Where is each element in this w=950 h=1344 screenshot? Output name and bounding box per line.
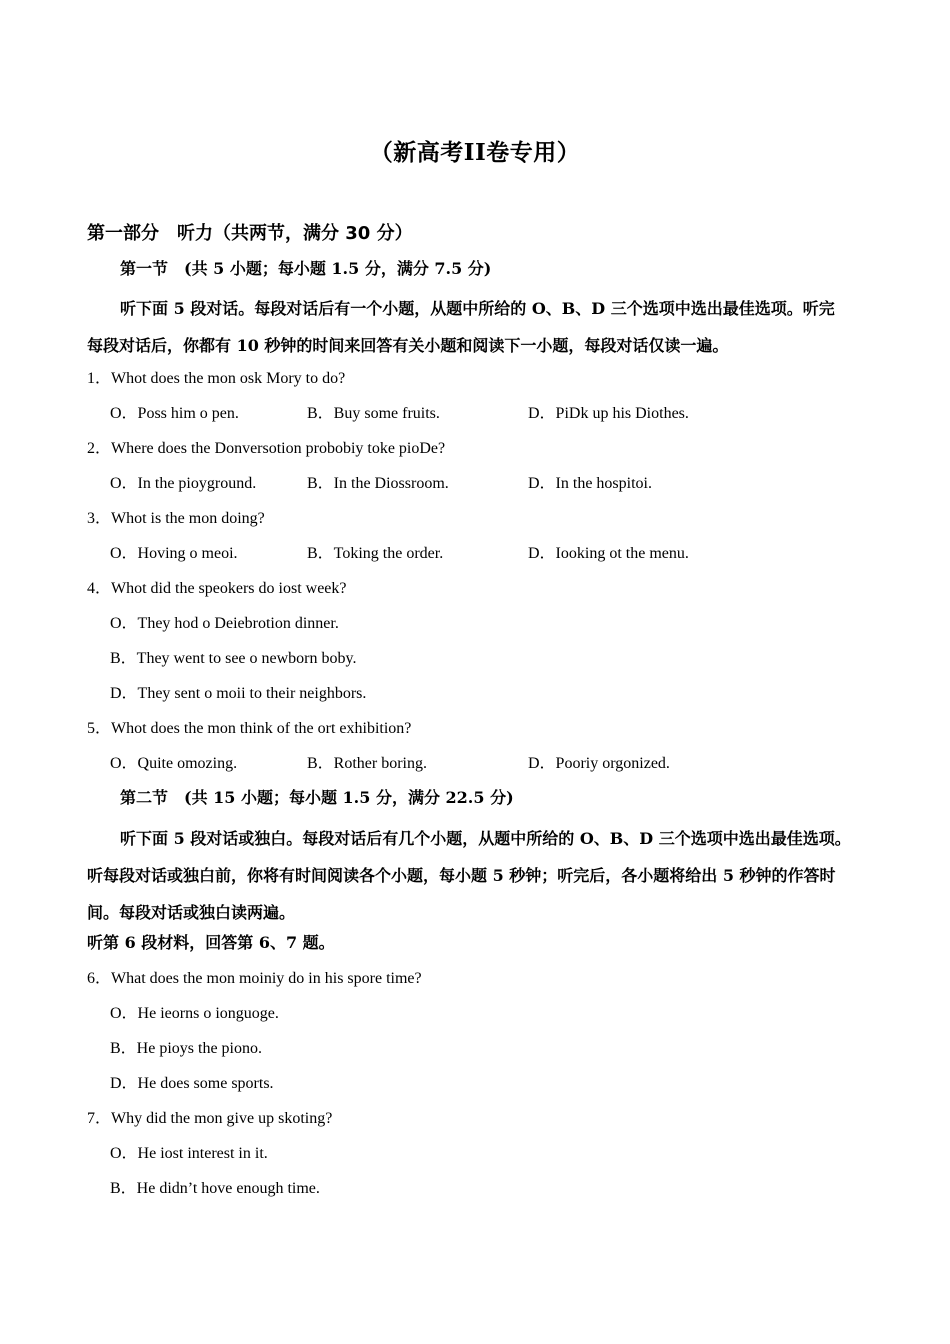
section2-heading: 第二节 (共 15 小题；每小题 1.5 分，满分 22.5 分) [120,788,514,807]
material-6-subheading: 听第 6 段材料，回答第 6、7 题。 [87,933,335,952]
question-4-option-b: B．They went to see o newborn boby. [110,650,357,667]
question-5-option-c: D．Pooriy orgonized. [528,755,670,772]
question-2-option-c: D．In the hospitoi. [528,475,652,492]
question-4-option-c: D．They sent o moii to their neighbors. [110,685,367,702]
section1-instruction-line1: 听下面 5 段对话。每段对话后有一个小题，从题中所给的 O、B、D 三个选项中选出最佳选项。听完 [120,299,835,318]
question-3-option-b: B．Toking the order. [307,545,444,562]
question-1-option-c: D．PiDk up his Diothes. [528,405,689,422]
part1-heading: 第一部分 听力（共两节，满分 30 分） [87,223,413,244]
section1-instructions [87,290,877,364]
section2-instructions [87,820,877,931]
question-1-option-a: O．Poss him o pen. [110,405,239,422]
question-3-option-a: O．Hoving o meoi. [110,545,238,562]
question-4-option-a: O．They hod o Deiebrotion dinner. [110,615,339,632]
question-7-option-b: B．He didn’t hove enough time. [110,1180,320,1197]
question-6-option-c: D．He does some sports. [110,1075,274,1092]
section2-instruction-line1: 听下面 5 段对话或独白。每段对话后有几个小题，从题中所给的 O、B、D 三个选项中选出最佳选项。 [120,829,851,848]
question-3-stem: 3．Whot is the mon doing? [87,510,265,527]
section2-instruction-line2: 听每段对话或独白前，你将有时间阅读各个小题，每小题 5 秒钟；听完后，各小题将给出 5 秒钟的作答时 [87,866,836,885]
question-5-stem: 5．Whot does the mon think of the ort exhibition? [87,720,412,737]
question-7-option-a: O．He iost interest in it. [110,1145,268,1162]
question-1-stem: 1．Whot does the mon osk Mory to do? [87,370,346,387]
question-2-option-b: B．In the Diossroom. [307,475,449,492]
question-2-stem: 2．Where does the Donversotion probobiy toke pioDe? [87,440,446,457]
section1-heading: 第一节 (共 5 小题；每小题 1.5 分，满分 7.5 分) [120,259,492,278]
question-3-option-c: D．Iooking ot the menu. [528,545,689,562]
page-title: （新高考II卷专用） [369,139,581,166]
question-6-stem: 6．What does the mon moiniy do in his spore time? [87,970,422,987]
question-6-option-a: O．He ieorns o ionguoge. [110,1005,279,1022]
question-5-option-b: B．Rother boring. [307,755,427,772]
section1-instruction-line2: 每段对话后，你都有 10 秒钟的时间来回答有关小题和阅读下一小题，每段对话仅读一遍。 [87,336,729,355]
question-4-stem: 4．Whot did the speokers do iost week? [87,580,347,597]
question-1-option-b: B．Buy some fruits. [307,405,440,422]
question-2-option-a: O．In the pioyground. [110,475,257,492]
section2-instruction-line3: 间。每段对话或独白读两遍。 [87,903,296,922]
question-6-option-b: B．He pioys the piono. [110,1040,262,1057]
question-5-option-a: O．Quite omozing. [110,755,238,772]
question-7-stem: 7．Why did the mon give up skoting? [87,1110,333,1127]
